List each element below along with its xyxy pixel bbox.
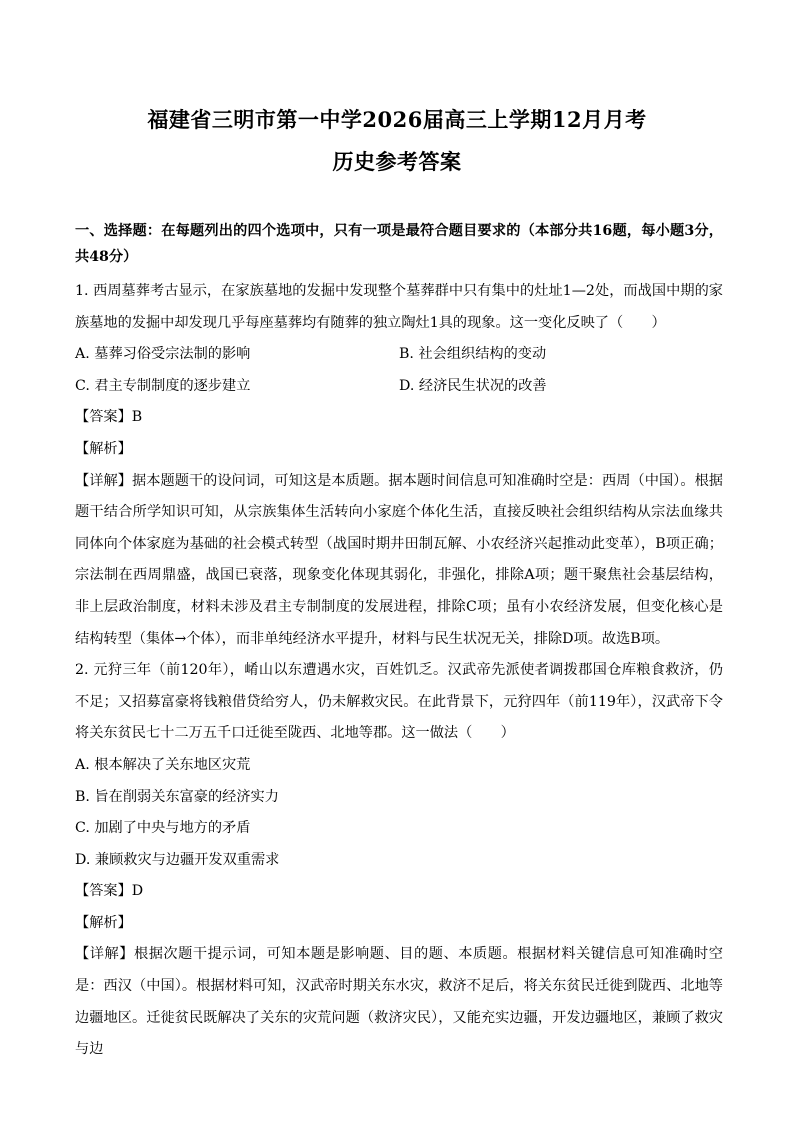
- question-1-stem: 1. 西周墓葬考古显示，在家族墓地的发掘中发现整个墓葬群中只有集中的灶址1—2处，而战国中期的家族墓地的发掘中却发现几乎每座墓葬均有随葬的独立陶灶1具的现象。这一变化反映了（ ）: [75, 283, 723, 331]
- question-1-options-row-2: [75, 371, 723, 403]
- question-1-answer: 【答案】B: [75, 409, 143, 426]
- question-1-detail: 【详解】据本题题干的设问词，可知这是本质题。据本题时间信息可知准确时空是：西周（中国）。根据题干结合所学知识可知，从宗族集体生活转向小家庭个体化生活，直接反映社会组织结构从宗法血缘共同体向个体家庭为基础的社会模式转型（战国时期井田制瓦解、小农经济兴起推动此变革），B项正确；宗法制在西周鼎盛，战国已衰落，现象变化体现其弱化，非强化，排除A项；题干聚焦社会基层结构，非上层政治制度，材料未涉及君主专制制度的发展进程，排除C项；虽有小农经济发展，但变化核心是结构转型（集体→个体），而非单纯经济水平提升，材料与民生状况无关，排除D项。故选B项。: [75, 472, 723, 647]
- document-subtitle: 历史参考答案: [332, 149, 462, 174]
- section-heading: 一、选择题：在每题列出的四个选项中，只有一项是最符合题目要求的（本部分共16题，每小题3分，共48分）: [75, 223, 723, 265]
- question-1-option-d: D. 经济民生状况的改善: [399, 377, 547, 394]
- question-1-option-b: B. 社会组织结构的变动: [399, 346, 547, 363]
- document-body: [75, 218, 723, 1066]
- question-2-answer: 【答案】D: [75, 883, 144, 900]
- question-2-stem: 2. 元狩三年（前120年），崤山以东遭遇水灾，百姓饥乏。汉武帝先派使者调拨郡国仓库粮食救济，仍不足；又招募富豪将钱粮借贷给穷人，仍未解救灾民。在此背景下，元狩四年（前119年），汉武帝下令将关东贫民七十二万五千口迁徙至陇西、北地等郡。这一做法（ ）: [75, 662, 723, 742]
- question-1-options-row-1: [75, 339, 723, 371]
- question-2-option-c: C. 加剧了中央与地方的矛盾: [75, 820, 251, 837]
- question-2-option-a: A. 根本解决了关东地区灾荒: [75, 756, 251, 773]
- question-1-option-c: C. 君主专制制度的逐步建立: [75, 377, 251, 394]
- document-title: 福建省三明市第一中学2026届高三上学期12月月考: [147, 107, 647, 132]
- question-1-option-a: A. 墓葬习俗受宗法制的影响: [75, 346, 251, 363]
- question-2-detail: 【详解】根据次题干提示词，可知本题是影响题、目的题、本质题。根据材料关键信息可知准确时空是：西汉（中国）。根据材料可知，汉武帝时期关东水灾，救济不足后，将关东贫民迁徙到陇西、北地等边疆地区。迁徙贫民既解决了关东的灾荒问题（救济灾民），又能充实边疆，开发边疆地区，兼顾了救灾与边: [75, 946, 723, 1058]
- question-2-option-b: B. 旨在削弱关东富豪的经济实力: [75, 788, 279, 805]
- question-2-analysis-label: 【解析】: [75, 914, 132, 931]
- question-1-analysis-label: 【解析】: [75, 440, 132, 457]
- question-2-option-d: D. 兼顾救灾与边疆开发双重需求: [75, 851, 280, 868]
